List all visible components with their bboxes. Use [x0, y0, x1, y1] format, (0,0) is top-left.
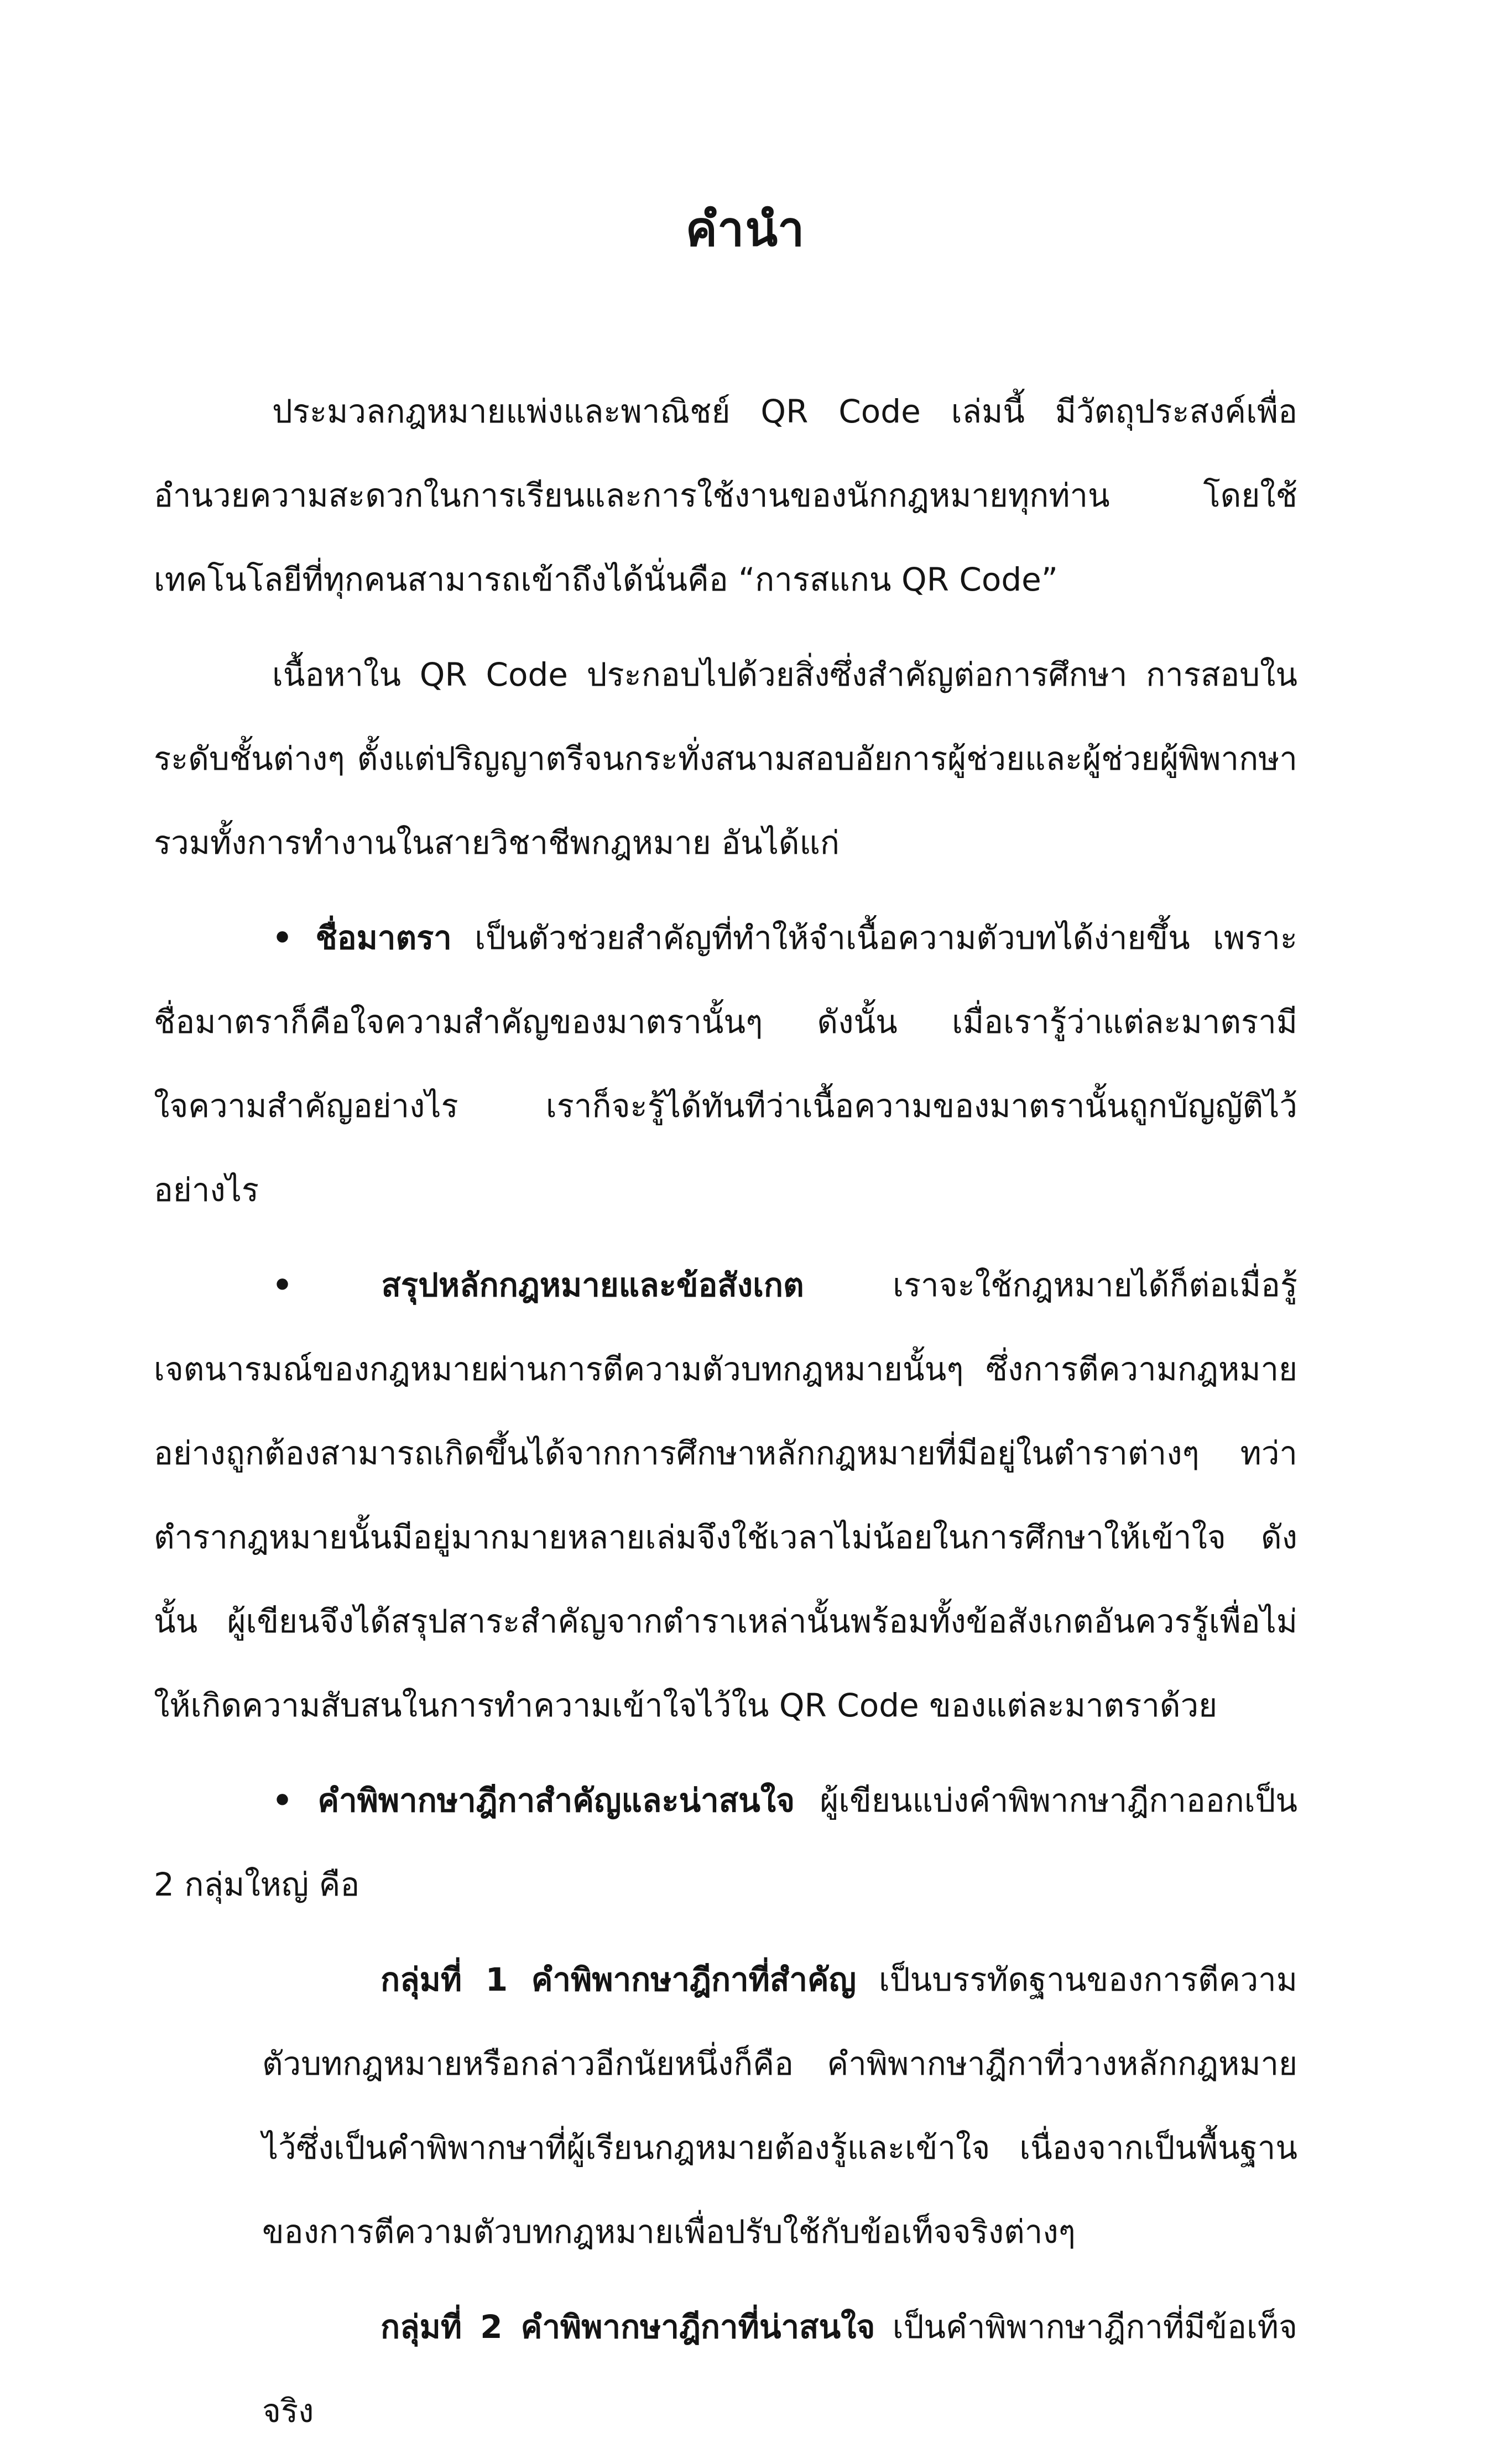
bullet-item-supreme-court-judgments: [154, 1758, 1297, 1927]
group-heading: กลุ่มที่ 2 คำพิพากษาฎีกาที่น่าสนใจ: [380, 2308, 875, 2346]
page-title: คำนำ: [685, 202, 806, 257]
bullet-marker: •: [272, 919, 293, 957]
bullet-marker: •: [272, 1266, 293, 1304]
group-text: เป็นบรรทัดฐานของการตีความตัวบทกฎหมายหรือกล่าวอีกนัยหนึ่งก็คือ คำพิพากษาฎีกาที่วางหลักกฎหมายไว้ซึ่งเป็นคำพิพากษาที่ผู้เรียนกฎหมายต้องรู้และเข้าใจ เนื่องจากเป็นพื้นฐานของการตีความตัวบทกฎหมายเพื่อปรับใช้กับข้อเท็จจริงต่างๆ: [262, 1961, 1297, 2251]
bullet-item-section-name: [154, 896, 1297, 1232]
group-text: เป็นคำพิพากษาฎีกาที่มีข้อเท็จจริง: [262, 2308, 1297, 2430]
document-body: [154, 369, 1297, 2464]
paragraph-text: ประมวลกฎหมายแพ่งและพาณิชย์ QR Code เล่มนี้ มีวัตถุประสงค์เพื่ออำนวยความสะดวกในการเรียนและการใช้งานของนักกฎหมายทุกท่าน โดยใช้เทคโนโลยีที่ทุกคนสามารถเข้าถึงได้นั่นคือ “การสแกน QR Code”: [154, 393, 1297, 598]
bullet-heading: คำพิพากษาฎีกาสำคัญและน่าสนใจ: [317, 1782, 795, 1819]
bullet-heading: สรุปหลักกฎหมายและข้อสังเกต: [381, 1266, 804, 1304]
intro-paragraph: [154, 369, 1297, 622]
bullet-text: เราจะใช้กฎหมายได้ก็ต่อเมื่อรู้เจตนารมณ์ของกฎหมายผ่านการตีความตัวบทกฎหมายนั้นๆ ซึ่งการตีความกฎหมายอย่างถูกต้องสามารถเกิดขึ้นได้จากการศึกษาหลักกฎหมายที่มีอยู่ในตำราต่างๆ ทว่า ตำรากฎหมายนั้นมีอยู่มากมายหลายเล่มจึงใช้เวลาไม่น้อยในการศึกษาให้เข้าใจ ดังนั้น ผู้เขียนจึงได้สรุปสาระสำคัญจากตำราเหล่านั้นพร้อมทั้งข้อสังเกตอันควรรู้เพื่อไม่ให้เกิดความสับสนในการทำความเข้าใจไว้ใน QR Code ของแต่ละมาตราด้วย: [154, 1266, 1298, 1724]
bullet-marker: •: [272, 1782, 293, 1819]
group-heading: กลุ่มที่ 1 คำพิพากษาฎีกาที่สำคัญ: [380, 1961, 857, 1998]
judgment-group-1: [262, 1938, 1297, 2274]
bullet-heading: ชื่อมาตรา: [315, 919, 452, 957]
bullet-text: เป็นตัวช่วยสำคัญที่ทำให้จำเนื้อความตัวบทได้ง่ายขึ้น เพราะชื่อมาตราก็คือใจความสำคัญของมาตรานั้นๆ ดังนั้น เมื่อเรารู้ว่าแต่ละมาตรามีใจความสำคัญอย่างไร เราก็จะรู้ได้ทันทีว่าเนื้อความของมาตรานั้นถูกบัญญัติไว้อย่างไร: [154, 919, 1298, 1209]
content-paragraph: [154, 633, 1297, 885]
bullet-text: ผู้เขียนแบ่งคำพิพากษาฎีกาออกเป็น 2 กลุ่มใหญ่ คือ: [154, 1782, 1297, 1903]
judgment-group-2: [262, 2285, 1297, 2453]
bullet-item-legal-summary: [154, 1243, 1297, 1747]
paragraph-text: เนื้อหาใน QR Code ประกอบไปด้วยสิ่งซึ่งสำคัญต่อการศึกษา การสอบในระดับชั้นต่างๆ ตั้งแต่ปริญญาตรีจนกระทั่งสนามสอบอัยการผู้ช่วยและผู้ช่วยผู้พิพากษา รวมทั้งการทำงานในสายวิชาชีพกฎหมาย อันได้แก่: [154, 656, 1297, 862]
